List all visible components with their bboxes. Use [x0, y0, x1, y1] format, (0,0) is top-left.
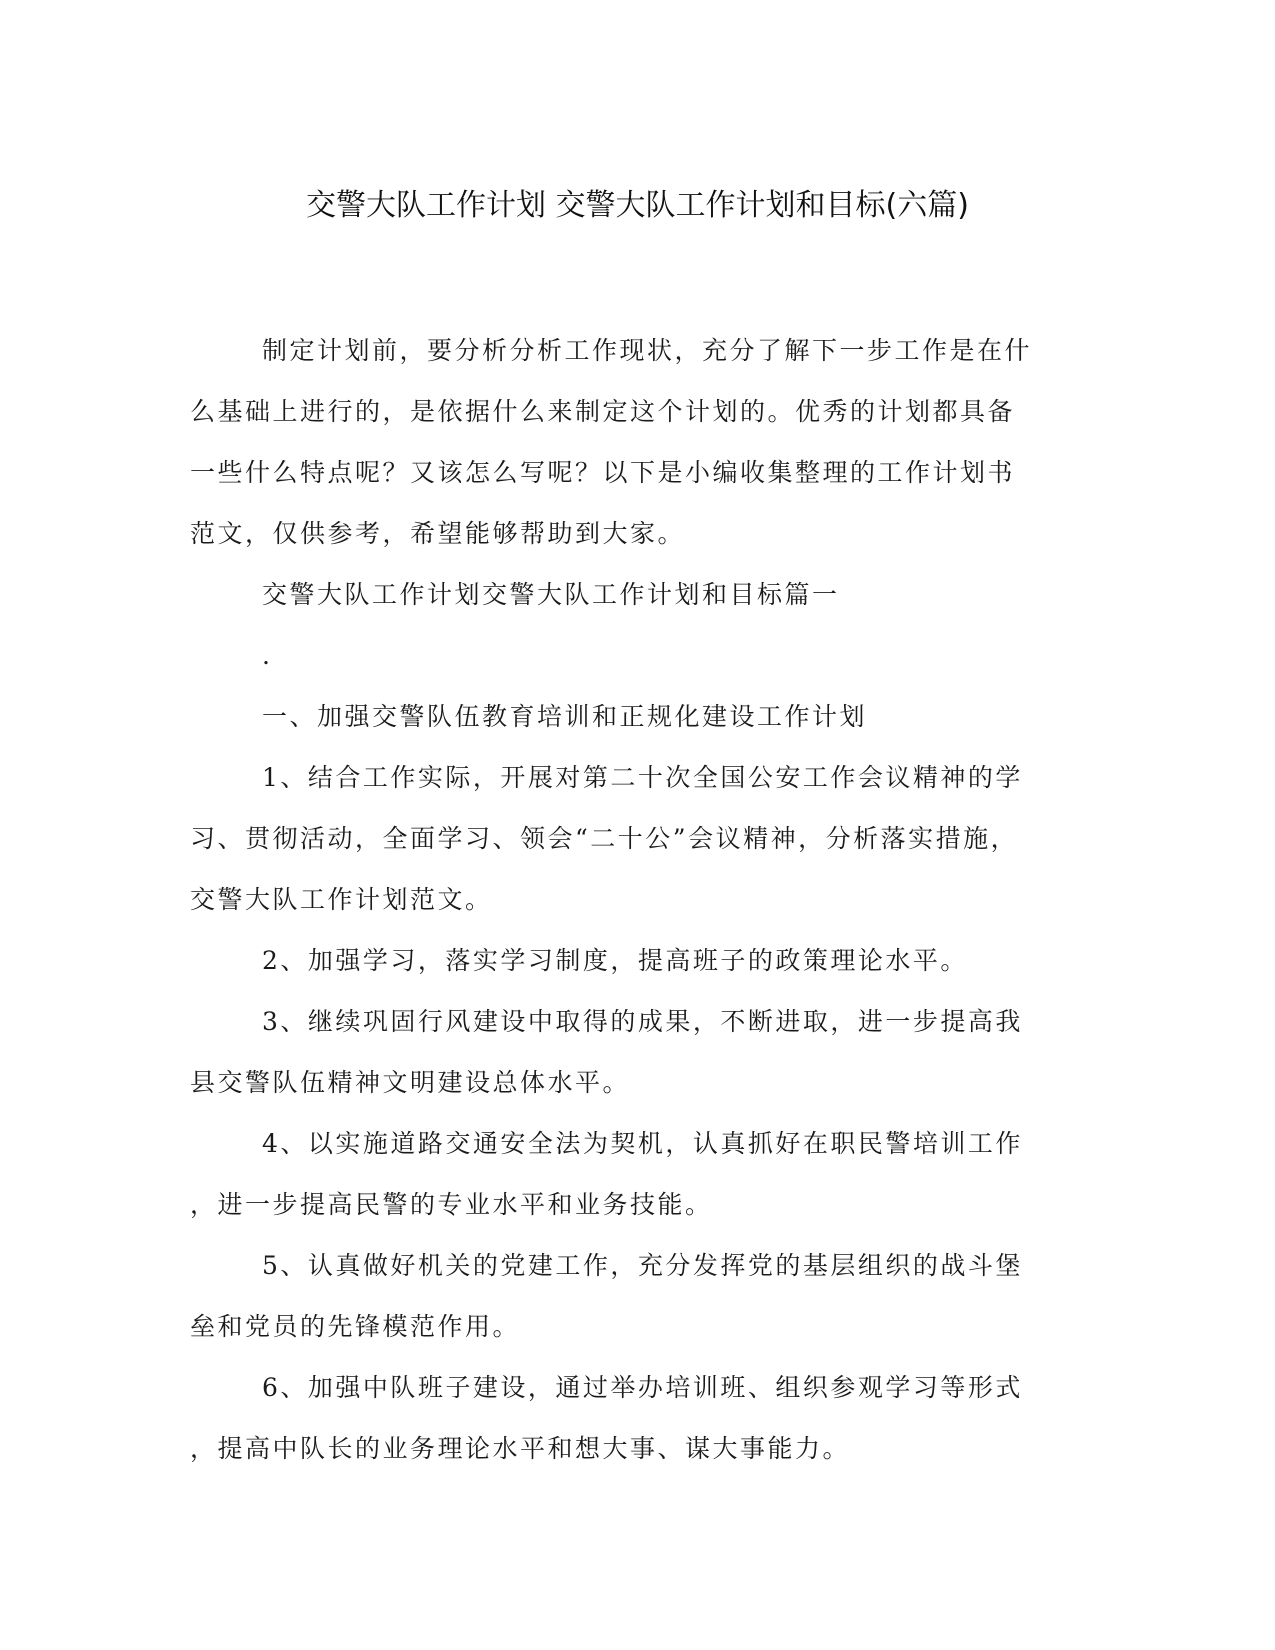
- text-line: 范文，仅供参考，希望能够帮助到大家。: [190, 519, 686, 548]
- text-line: ，进一步提高民警的专业水平和业务技能。: [190, 1190, 713, 1219]
- text-line: 习、贯彻活动，全面学习、领会“二十公”会议精神，分析落实措施，: [190, 824, 1019, 853]
- text-line: 2、加强学习，落实学习制度，提高班子的政策理论水平。: [262, 946, 968, 975]
- text-line: 垒和党员的先锋模范作用。: [190, 1312, 521, 1341]
- text-line: 5、认真做好机关的党建工作，充分发挥党的基层组织的战斗堡: [262, 1251, 1023, 1280]
- document-body: [190, 320, 1070, 1479]
- text-line: 一些什么特点呢？又该怎么写呢？以下是小编收集整理的工作计划书: [190, 458, 1016, 487]
- text-line: 一、加强交警队伍教育培训和正规化建设工作计划: [262, 702, 868, 731]
- text-line: 么基础上进行的，是依据什么来制定这个计划的。优秀的计划都具备: [190, 397, 1016, 426]
- text-line: 交警大队工作计划交警大队工作计划和目标篇一: [262, 580, 840, 609]
- text-line: 1、结合工作实际，开展对第二十次全国公安工作会议精神的学: [262, 763, 1023, 792]
- text-line: 县交警队伍精神文明建设总体水平。: [190, 1068, 631, 1097]
- text-line: .: [262, 641, 273, 670]
- text-line: 6、加强中队班子建设，通过举办培训班、组织参观学习等形式: [262, 1373, 1023, 1402]
- text-line: 交警大队工作计划范文。: [190, 885, 493, 914]
- text-line: 3、继续巩固行风建设中取得的成果，不断进取，进一步提高我: [262, 1007, 1023, 1036]
- text-line: 制定计划前，要分析分析工作现状，充分了解下一步工作是在什: [262, 336, 1033, 365]
- document-title: 交警大队工作计划 交警大队工作计划和目标(六篇): [306, 188, 969, 223]
- text-line: 4、以实施道路交通安全法为契机，认真抓好在职民警培训工作: [262, 1129, 1023, 1158]
- text-line: ，提高中队长的业务理论水平和想大事、谋大事能力。: [190, 1434, 851, 1463]
